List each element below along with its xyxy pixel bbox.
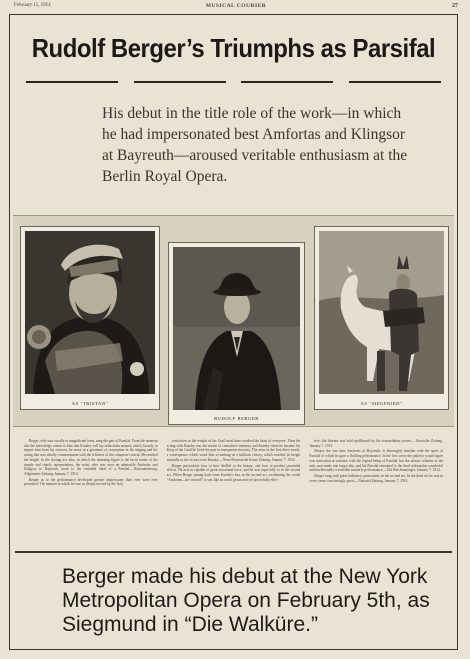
- headline-rules: [26, 81, 441, 83]
- article-frame: [9, 14, 458, 650]
- rule-segment: [241, 81, 333, 83]
- photo-band: [13, 215, 454, 427]
- rule-segment: [134, 81, 226, 83]
- body-paragraph: Berger sang with great brilliancy, particularly in the second act. In the third act he was in every sense convincingly great.—National Zeitung, January 7, 1914.: [309, 473, 444, 483]
- body-paragraph: Berger, the one time Amfortas of Bayreuth, is thoroughly familiar with the spirit of Parsifal of which he gave a thrilling performance. In the first scene the pathetic youth figure was somewhat at variance with the legend being of Parsifal, but the artistic solution of the task soon made one forget this, and his Parsifal remained to the final redemption wonderful and intellectually a veritable masterly performance.—Der Reichsanzeiger, January 7, 1914.: [309, 449, 444, 473]
- photo-siegfried: [314, 226, 449, 410]
- siegfried-caption: AS "SIEGFRIED": [360, 401, 403, 406]
- closing-statement: Berger made his debut at the New York Metropolitan Opera on February 5th, as Siegmund in “Die Walküre.”: [62, 565, 430, 636]
- rule-segment: [26, 81, 118, 83]
- publication-title: MUSICAL COURIER: [205, 3, 267, 9]
- berger-caption: RUDOLF BERGER: [214, 416, 259, 421]
- photo-berger: [168, 242, 305, 425]
- section-divider: [15, 551, 452, 553]
- article-deck: His debut in the title role of the work—in which he had impersonated best Amfortas and Klingsor at Bayreuth—aroused veritable enthusiasm at the Berlin Royal Opera.: [102, 105, 408, 185]
- rule-segment: [349, 81, 441, 83]
- body-paragraph: tive; the listener was held spellbound by his extraordinary power.—Vossische Zeitung, January 7, 1914.: [309, 439, 444, 448]
- body-paragraph: Berger, who was vocally in magnificent form, sang the part of Parsifal. From the moment that the knowledge comes to him that Kundry will lay seductions around, utterly loosely to inspire him from his sorrows, he arose to a greatness of conception in his singing and his acting that was wholly commensurate with the loftiness of the composer's intent. He reached the height. In the closing act, also, in which the returning figure is the lucid center of the simple and stately interpretation, the artist, who was once an admirable Amfortas and Klingsor in Bayreuth, arose to the veritable ideal of a Parsifal.—Nationalzeitung, Allgemeine Zeitung, January 7, 1914.: [24, 439, 158, 476]
- body-column-2: [167, 439, 301, 542]
- body-column-3: [309, 439, 443, 542]
- running-head: [14, 3, 458, 13]
- issue-date: February 11, 1914: [14, 3, 51, 8]
- article-headline: Rudolf Berger’s Triumphs as Parsifal: [31, 33, 436, 63]
- tristan-caption: AS "TRISTAN": [71, 401, 109, 406]
- body-paragraph: Berger particularly how to best thrilled to the beauty, and how to produce powerful effects. He acts in capable of great emotional force, and he was especially so in the second act. When Berger sprang back from Kundry's kiss in the second act, exclaiming the words “Amfortas—the wound!” it was like an awful groan and yet powerfully effec-: [166, 463, 301, 482]
- body-paragraph: Berger as to the performance developed greater impressions than ever were ever presented. The manner in which he was so deeply moved by the holy: [24, 477, 158, 487]
- page-number: 27: [452, 3, 458, 9]
- body-paragraph: conviction in the temple of the Grail must have touched the heart of everyone. Then the acting with Kundry was the movie of convulsive intensity and Kundry when he became the King of the Grail he lived the part in transparent sincerity. The actor in the first three words, a consequence which voted him to nothing as a brilliant victory, which reached its height naturally in the victory over Kundry.—Neue Preussische Kreuz Zeitung, January 7, 1914.: [166, 439, 301, 462]
- berger-portrait-image: [173, 247, 300, 410]
- tristan-portrait-image: [25, 231, 155, 394]
- photo-tristan: [20, 226, 160, 410]
- siegfried-portrait-image: [319, 231, 444, 394]
- article-body: [24, 439, 443, 542]
- body-column-1: [24, 439, 158, 542]
